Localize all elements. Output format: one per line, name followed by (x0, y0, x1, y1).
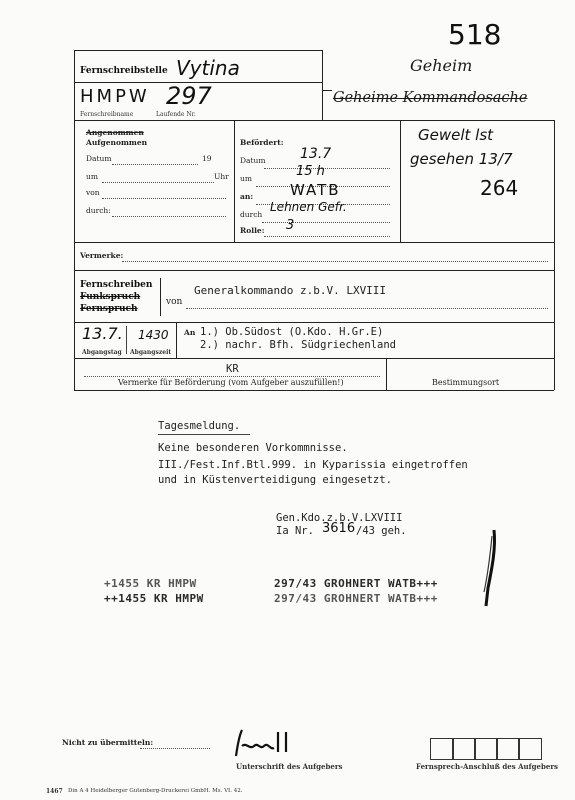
phone-label: Fernsprech-Anschluß des Aufgebers (416, 762, 558, 771)
forwarded-time-label: um (240, 174, 252, 183)
note-line-1: Gewelt lst (418, 126, 494, 144)
forwarded-time-value: 15 h (296, 164, 325, 179)
printer-text: Din A 4 Heidelberger Gutenberg-Druckerei GmbH. Ms. VI. 42. (68, 788, 243, 794)
message-type-2: Funkspruch (80, 292, 141, 302)
forwarded-by-value: Lehnen Gefr. (270, 200, 347, 214)
message-line-3: und in Küstenverteidigung eingesetzt. (158, 474, 392, 486)
station-label: Fernschreibstelle (80, 66, 168, 76)
received-year-suffix: 19 (202, 154, 212, 163)
dispatch-time-label: Abgangszeit (130, 349, 172, 356)
message-subject: Tagesmeldung. (158, 420, 241, 432)
message-line-2: III./Fest.Inf.Btl.999. in Kyparissia eingetroffen (158, 459, 468, 471)
forwarding-notes-label: Vermerke für Beförderung (vom Aufgeber auszufüllen!) (118, 378, 344, 387)
forwarded-date-label: Datum (240, 156, 266, 165)
received-title-1: Angenommen (86, 128, 144, 137)
forwarded-title: Befördert: (240, 138, 284, 147)
note-line-2: gesehen 13/7 (410, 150, 513, 168)
dispatch-day-value: 13.7. (82, 324, 123, 343)
received-date-label: Datum (86, 154, 112, 163)
forwarded-date-value: 13.7 (300, 146, 332, 162)
recipient-1: 1.) Ob.Südost (O.Kdo. H.Gr.E) (200, 326, 384, 338)
station-value: Vytina (176, 56, 240, 80)
teleprinter-line-1-left: +1455 KR HMPW (104, 577, 197, 590)
sequence-label: Laufende Nr. (156, 111, 196, 118)
message-type-3: Fernspruch (80, 304, 138, 314)
sequence-value: 297 (166, 82, 212, 110)
classification-top-secret: Geheime Kommandosache (333, 90, 528, 106)
from-label: von (166, 297, 183, 307)
call-sign-label: Fernschreibname (80, 111, 134, 118)
forwarded-roll-value: 3 (286, 218, 295, 233)
received-time-label: um (86, 172, 98, 181)
forwarded-to-value: WATB (290, 181, 341, 199)
remarks-label: Vermerke: (80, 251, 124, 260)
dispatch-time-value: 1430 (138, 328, 169, 342)
call-sign-value: HMPW (80, 86, 150, 107)
destination-label: Bestimmungsort (432, 378, 500, 387)
signature-ref-number: 3616 (322, 521, 356, 536)
signature-ref-suffix: /43 geh. (356, 525, 407, 537)
message-type-1: Fernschreiben (80, 280, 153, 290)
teleprinter-line-2-right: 297/43 GROHNERT WATB+++ (274, 592, 438, 605)
from-value: Generalkommando z.b.V. LXVIII (194, 284, 387, 297)
note-number: 264 (480, 176, 519, 200)
signature-ref-prefix: Ia Nr. (276, 525, 314, 537)
forwarding-notes-value: KR (226, 363, 239, 375)
received-by-label: durch: (86, 206, 111, 215)
document-number: 518 (448, 18, 502, 51)
signature-unit: Gen.Kdo.z.b.V.LXVIII (276, 512, 403, 524)
to-label: An (184, 328, 196, 337)
classification-secret: Geheim (410, 56, 473, 75)
forwarded-roll-label: Rolle: (240, 226, 265, 235)
received-from-label: von (86, 188, 100, 197)
pen-stroke-mark (470, 528, 510, 610)
message-line-1: Keine besonderen Vorkommnisse. (158, 442, 348, 454)
received-title-2: Aufgenommen (86, 138, 148, 147)
forwarded-to-label: an: (240, 192, 254, 201)
received-time-suffix: Uhr (214, 172, 229, 181)
signature-label: Unterschrift des Aufgebers (236, 762, 343, 771)
recipient-2: 2.) nachr. Bfh. Südgriechenland (200, 339, 396, 351)
forwarded-by-label: durch (240, 210, 263, 219)
printer-code: 1467 (46, 788, 63, 795)
dispatch-day-label: Abgangstag (82, 349, 122, 356)
not-transmit-label: Nicht zu übermitteln: (62, 738, 154, 747)
teleprinter-line-1-right: 297/43 GROHNERT WATB+++ (274, 577, 438, 590)
teleprinter-line-2-left: ++1455 KR HMPW (104, 592, 204, 605)
handwritten-signature (230, 728, 296, 760)
